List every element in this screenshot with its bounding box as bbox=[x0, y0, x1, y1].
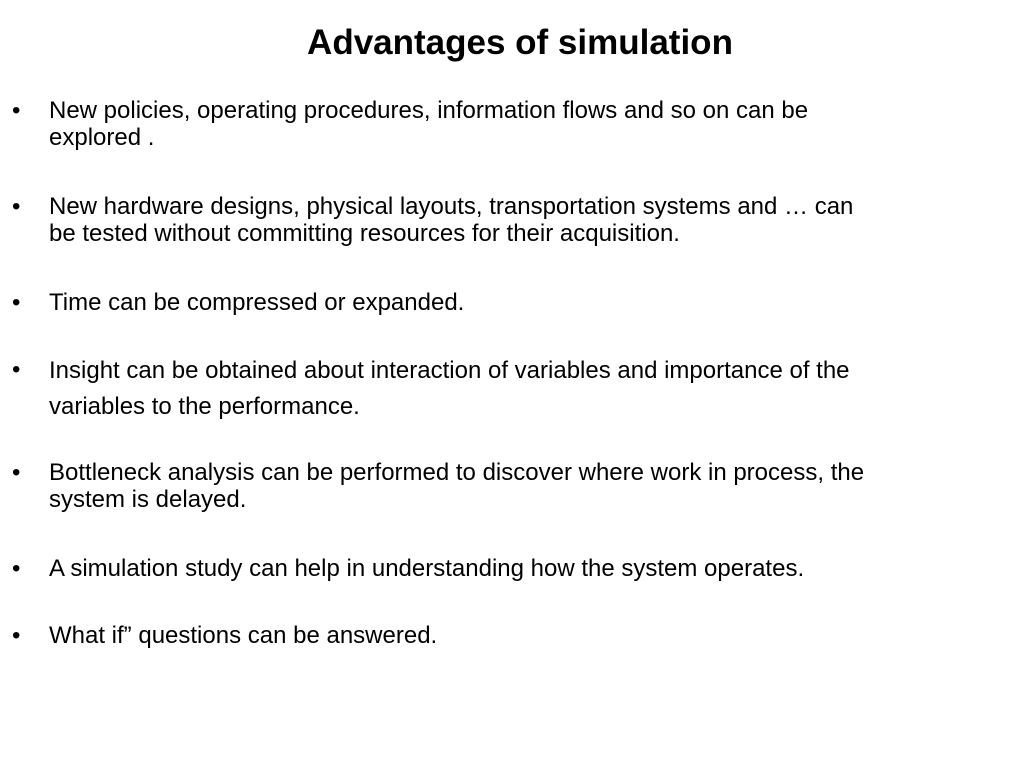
bullet-text: New hardware designs, physical layouts, transportation systems and … can be tested without committing resources for their acquisition. bbox=[49, 193, 854, 247]
bullet-text: Time can be compressed or expanded. bbox=[49, 289, 465, 316]
bullet-text: What if” questions can be answered. bbox=[49, 622, 438, 649]
bullet-text: New policies, operating procedures, information flows and so on can be explored . bbox=[49, 97, 809, 151]
bullet-text: Bottleneck analysis can be performed to discover where work in process, the system is delayed. bbox=[49, 459, 865, 513]
bullet-icon: • bbox=[12, 459, 21, 486]
bullet-icon: • bbox=[12, 555, 21, 582]
slide-title: Advantages of simulation bbox=[307, 23, 733, 62]
bullet-icon: • bbox=[12, 193, 21, 220]
bullet-icon: • bbox=[12, 622, 21, 649]
bullet-text: A simulation study can help in understanding how the system operates. bbox=[49, 555, 805, 582]
bullet-icon: • bbox=[12, 97, 21, 124]
bullet-text: Insight can be obtained about interaction of variables and importance of the variables to the performance. bbox=[49, 357, 850, 420]
bullet-icon: • bbox=[12, 356, 21, 383]
bullet-icon: • bbox=[12, 289, 21, 316]
